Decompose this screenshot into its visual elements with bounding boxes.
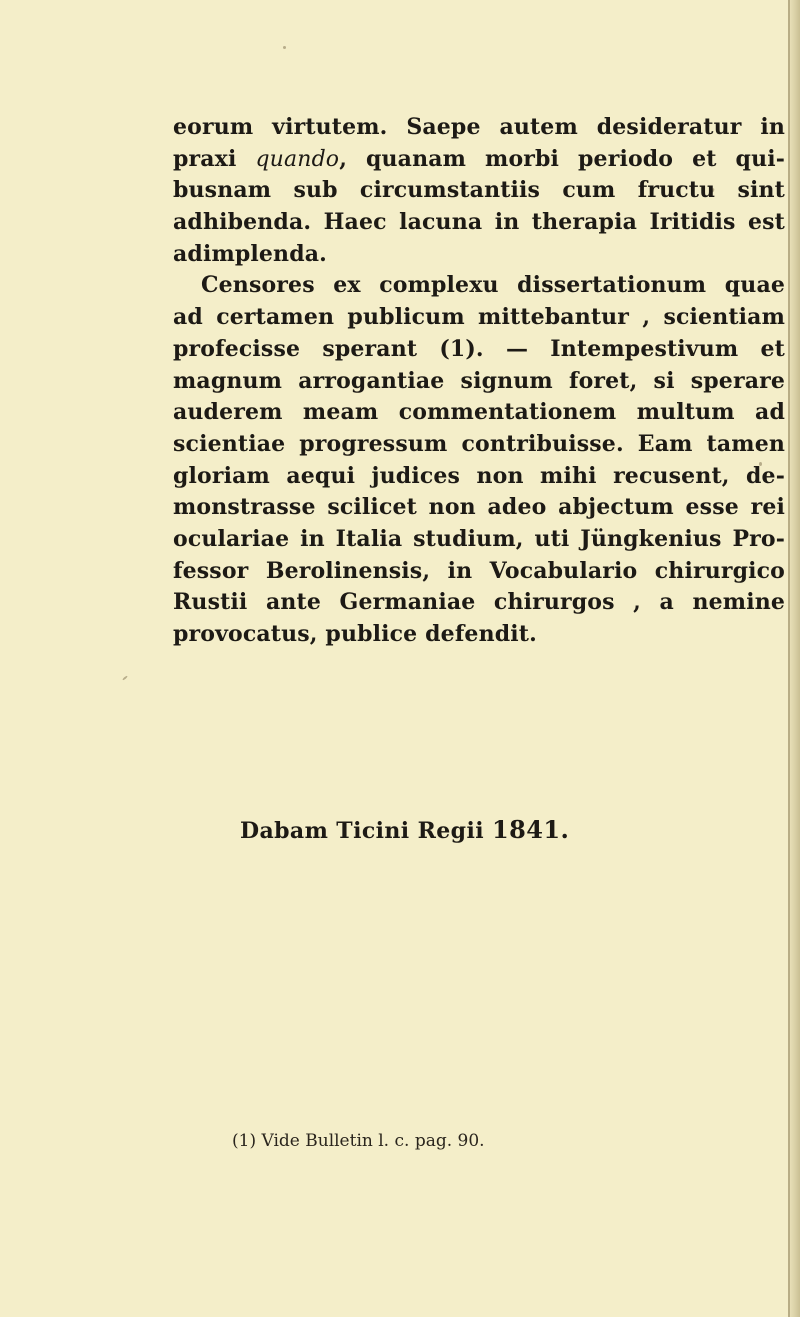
dateline-place: Dabam Ticini Regii [240, 818, 493, 844]
text-line [173, 144, 785, 176]
text-line: scientiae progressum contribuisse. Eam tamen [173, 430, 785, 457]
text-line: Rustii ante Germaniae chirurgos , a nemine [173, 589, 785, 616]
text-line: provocatus, publice defendit. [173, 621, 537, 647]
text-line: busnam sub circumstantiis cum fructu sint [173, 177, 785, 204]
text-line: adimplenda. [173, 240, 327, 267]
body-text [173, 112, 785, 651]
text-line: gloriam aequi judices non mihi recusent, de- [173, 462, 785, 489]
text-line: ad certamen publicum mittebantur , scientiam [173, 304, 785, 331]
page-edge-line [788, 0, 790, 1317]
paper-speck [122, 675, 128, 680]
paragraph-first-line: Censores ex complexu dissertationum quae [201, 272, 785, 299]
text-line: auderem meam commentationem multum ad [173, 399, 785, 426]
dateline [240, 815, 569, 844]
italic-word: quando [255, 146, 340, 172]
paper-speck [283, 46, 286, 49]
text-line: profecisse sperant (1). — Intempestivum et [173, 335, 785, 362]
text-run: praxi [173, 145, 256, 172]
footnote: (1) Vide Bulletin l. c. pag. 90. [232, 1131, 485, 1151]
text-line: magnum arrogantiae signum foret, si sperare [173, 367, 785, 394]
text-line: eorum virtutem. Saepe autem desideratur in [173, 114, 785, 140]
text-run: , quanam morbi periodo et qui- [339, 145, 786, 172]
text-line: fessor Berolinensis, in Vocabulario chirurgico [173, 557, 785, 584]
text-line: monstrasse scilicet non adeo abjectum esse rei [173, 494, 785, 521]
text-line: oculariae in Italia studium, uti Jüngkenius Pro- [173, 525, 785, 552]
text-line: adhibenda. Haec lacuna in therapia Iritidis est [173, 209, 785, 236]
dateline-year: 1841. [492, 815, 570, 844]
